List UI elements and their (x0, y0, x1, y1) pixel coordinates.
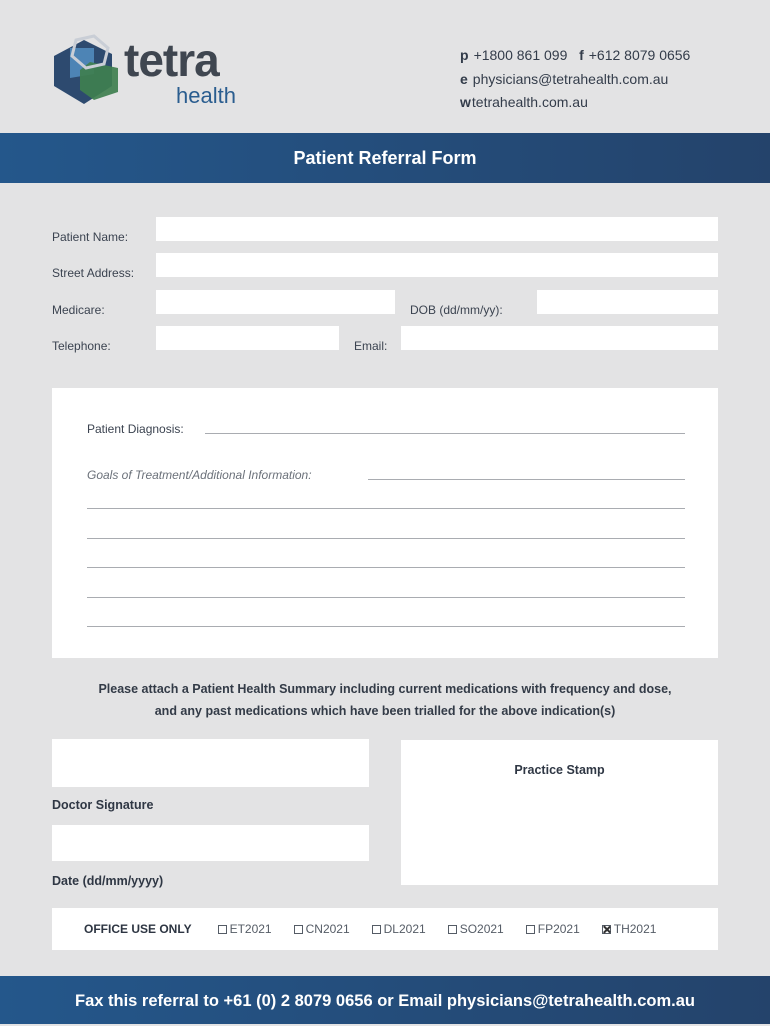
office-option[interactable] (218, 922, 272, 936)
office-option[interactable] (526, 922, 580, 936)
goals-line[interactable] (368, 479, 685, 480)
office-option[interactable] (372, 922, 426, 936)
doctor-signature-label: Doctor Signature (52, 798, 154, 812)
medicare-field[interactable] (156, 290, 395, 314)
diagnosis-line[interactable] (205, 433, 685, 434)
logo-hexagon-icon (50, 34, 126, 112)
brand-name: tetra (124, 34, 219, 86)
checked-checkbox-icon[interactable] (602, 925, 611, 934)
date-field[interactable] (52, 825, 369, 861)
checkbox-icon[interactable] (218, 925, 227, 934)
info-line[interactable] (87, 626, 685, 627)
contact-email[interactable]: physicians@tetrahealth.com.au (472, 70, 669, 87)
notice-line-1: Please attach a Patient Health Summary including current medications with frequency and dose, (98, 682, 672, 696)
email-field[interactable] (401, 326, 718, 350)
office-use-bar (52, 908, 718, 950)
info-line[interactable] (87, 508, 685, 509)
practice-stamp-box[interactable] (401, 740, 718, 885)
office-option-label: DL2021 (383, 922, 426, 936)
office-option-label: TH2021 (613, 922, 657, 936)
office-option-label: SO2021 (459, 922, 504, 936)
checkbox-icon[interactable] (372, 925, 381, 934)
date-label: Date (dd/mm/yyyy) (52, 874, 164, 888)
telephone-label: Telephone: (52, 339, 111, 353)
street-address-field[interactable] (156, 253, 718, 277)
info-line[interactable] (87, 567, 685, 568)
office-option-label: ET2021 (229, 922, 272, 936)
contact-email-line (460, 68, 690, 92)
email-key: e (460, 70, 468, 87)
office-option[interactable] (448, 922, 504, 936)
practice-stamp-label: Practice Stamp (514, 763, 605, 777)
doctor-signature-field[interactable] (52, 739, 369, 787)
fax-number: +612 8079 0656 (588, 47, 691, 63)
street-address-label: Street Address: (52, 266, 135, 280)
info-line[interactable] (87, 538, 685, 539)
web-key: w (460, 94, 471, 110)
dob-label: DOB (dd/mm/yy): (410, 303, 503, 317)
fax-key: f (579, 47, 584, 63)
checkbox-icon[interactable] (448, 925, 457, 934)
logo (50, 34, 126, 112)
patient-name-label: Patient Name: (52, 230, 129, 244)
office-option-label: FP2021 (537, 922, 580, 936)
medicare-label: Medicare: (52, 303, 105, 317)
footer-contact: Fax this referral to +61 (0) 2 8079 0656 or Email physicians@tetrahealth.com.au (0, 976, 770, 1024)
contact-website[interactable]: tetrahealth.com.au (471, 94, 588, 110)
info-line[interactable] (87, 597, 685, 598)
checkbox-icon[interactable] (294, 925, 303, 934)
dob-field[interactable] (537, 290, 718, 314)
goals-label: Goals of Treatment/Additional Information: (87, 468, 312, 482)
checkbox-icon[interactable] (526, 925, 535, 934)
telephone-field[interactable] (156, 326, 339, 350)
contact-phone-line (460, 44, 690, 68)
phone-number: +1800 861 099 (473, 47, 568, 63)
patient-name-field[interactable] (156, 217, 718, 241)
phone-key: p (460, 47, 469, 63)
contact-block (460, 44, 690, 115)
diagnosis-label: Patient Diagnosis: (87, 422, 184, 436)
office-option-label: CN2021 (305, 922, 350, 936)
office-use-title: OFFICE USE ONLY (84, 922, 192, 936)
office-option[interactable] (294, 922, 350, 936)
notice-line-2: and any past medications which have been trialled for the above indication(s) (154, 704, 616, 718)
email-label: Email: (354, 339, 388, 353)
attachment-notice (52, 678, 718, 722)
office-option[interactable] (602, 922, 657, 936)
contact-web-line (460, 91, 690, 115)
form-title: Patient Referral Form (0, 133, 770, 183)
brand-subtitle: health (176, 83, 236, 108)
